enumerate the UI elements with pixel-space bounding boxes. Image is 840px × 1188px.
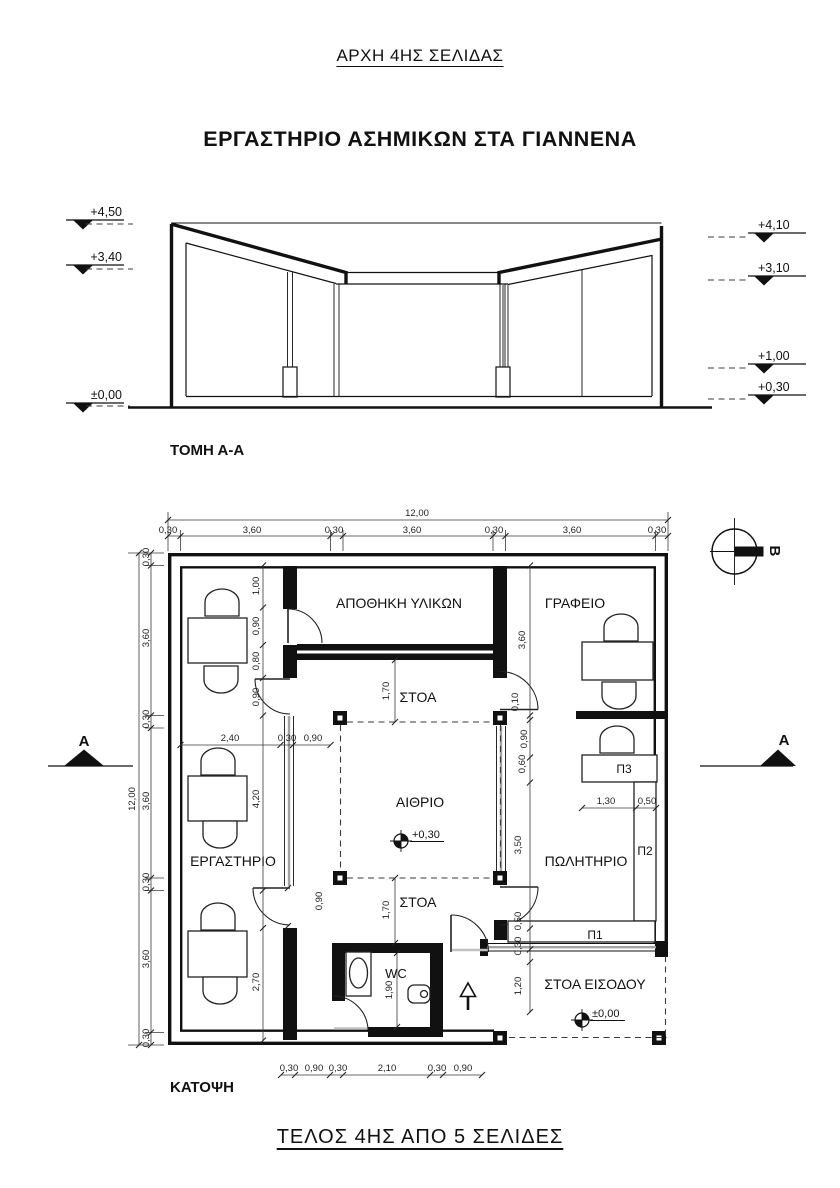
north-symbol [710,518,783,585]
section-right-sill [496,367,510,397]
page-header-text: ΑΡΧΗ 4ΗΣ ΣΕΛΙΔΑΣ [336,46,504,65]
office-desk [582,642,653,680]
level-triangle-icon [73,265,93,275]
chair [204,666,238,693]
section-right-roof [499,239,662,284]
dim-text: 0,30 [141,709,152,729]
level-triangle-icon [754,395,774,405]
dim-text: 1,30 [596,796,616,807]
level-label: ±0,00 [592,1008,620,1020]
dim-text: 0,30 [324,525,344,536]
dim-text: 0,30 [647,525,667,536]
dim-text: 3,60 [141,949,152,969]
dim-text: 3,50 [513,835,524,855]
dim-text: 0,30 [141,547,152,567]
wc-sink [350,958,368,988]
level-label: ±0,00 [90,388,122,402]
level-triangle-icon [73,403,93,413]
dim-text: 0,30 [513,936,524,956]
section-level-markers-left [66,205,133,413]
dim-text: 1,90 [384,980,395,1000]
dim-text: 2,10 [377,1063,397,1074]
section-cut-triangle-icon [64,750,104,767]
dim-text: 3,60 [141,791,152,811]
section-level-markers-right [708,218,806,405]
dim-text: 1,70 [381,681,392,701]
section-cut-label: Α [778,732,790,749]
dim-text: 0,90 [519,729,530,749]
dim-text: 4,20 [251,789,262,809]
dim-text: 0,60 [517,754,528,774]
section-cut-marker-left [48,733,133,766]
dim-text: 0,30 [158,525,178,536]
section-cut-marker-right [700,732,796,766]
chair [205,589,239,616]
dim-text: 0,90 [251,687,262,707]
dim-text: 0,30 [279,1063,299,1074]
dim-text: 1,00 [251,576,262,596]
chair [602,682,636,709]
dim-text: 1,20 [513,976,524,996]
level-label: +3,40 [90,250,122,264]
dim-text: 1,70 [381,900,392,920]
dimension-left-chain [127,548,164,1048]
dimension-top-chain [159,508,671,551]
plan-level-marker-atrium [390,829,444,852]
north-label: Β [766,545,783,557]
dim-text: 0,10 [510,692,521,712]
dim-text: 0,90 [251,616,262,636]
room-label-stoa-top: ΣΤΟΑ [399,689,437,705]
plan-level-marker-entrance [571,1008,625,1031]
dim-text: 0,30 [277,733,297,744]
dim-text: 2,70 [251,972,262,992]
room-label-storage: ΑΠΟΘΗΚΗ ΥΛΙΚΩΝ [336,595,462,611]
dim-text: 3,60 [517,630,528,650]
chair [203,977,237,1004]
chair [201,903,235,930]
room-label-office: ΓΡΑΦΕΙΟ [544,595,606,611]
level-label: +4,50 [90,205,122,219]
chair [600,726,634,753]
floor-plan [48,508,796,1096]
section-cut-label: Α [78,733,90,750]
section-left-roof [171,224,346,284]
dim-text: 0,50 [513,911,524,931]
section-cut-triangle-icon [760,750,796,767]
counter-label-p3: Π3 [616,762,632,776]
level-label: +0,30 [412,829,440,841]
dim-text: 0,30 [328,1063,348,1074]
entrance-stoa-dashed-boundary [509,956,667,1038]
dim-text: 0,50 [637,796,657,807]
level-triangle-icon [754,276,774,286]
dim-text: 0,30 [427,1063,447,1074]
room-label-shop: ΠΩΛΗΤΗΡΙΟ [544,853,628,869]
dim-text: 2,40 [220,733,240,744]
dim-text: 3,60 [562,525,582,536]
room-label-stoa-bottom: ΣΤΟΑ [399,894,437,910]
section-atrium-beam [336,273,508,285]
wc-toilet-flush [421,991,428,998]
dim-text: 3,60 [141,628,152,648]
level-label: +4,10 [758,218,790,232]
dimension-bottom-chain [278,1063,485,1078]
section-column-lines [334,269,582,396]
section-drawing [66,205,806,459]
page-footer-text: ΤΕΛΟΣ 4ΗΣ ΑΠΟ 5 ΣΕΛΙΔΕΣ [276,1126,564,1148]
room-label-wc: WC [385,966,407,981]
dim-text: 0,30 [484,525,504,536]
entry-arrow-icon [461,983,476,1010]
chair [203,821,237,848]
workbench [188,776,247,821]
dim-text: 0,80 [251,651,262,671]
section-left-sill [283,367,297,397]
counter-label-p2: Π2 [637,844,653,858]
level-label: +0,30 [758,380,790,394]
dim-text: 0,90 [304,1063,324,1074]
dim-text: 0,90 [314,891,325,911]
room-label-entrance-stoa: ΣΤΟΑ ΕΙΣΟΔΟΥ [544,976,646,992]
counter-label-p1: Π1 [587,928,603,942]
dim-text: 3,60 [402,525,422,536]
level-triangle-icon [73,220,93,230]
chair [201,748,235,775]
dim-text: 0,30 [141,872,152,892]
room-label-atrium: ΑΙΘΡΙΟ [395,794,445,810]
room-label-workshop: ΕΡΓΑΣΤΗΡΙΟ [190,853,276,869]
workbench [188,931,247,977]
dim-text: 0,90 [303,733,323,744]
section-title: ΤΟΜΗ Α-Α [170,442,245,459]
dim-text: 3,60 [242,525,262,536]
north-bar-icon [735,547,764,557]
dimension-workshop-chain [178,733,334,748]
level-label: +1,00 [758,349,790,363]
page-title: ΕΡΓΑΣΤΗΡΙΟ ΑΣΗΜΙΚΩΝ ΣΤΑ ΓΙΑΝΝΕΝΑ [203,127,637,151]
dim-text: 12,00 [405,508,429,519]
level-label: +3,10 [758,261,790,275]
dim-text: 12,00 [127,787,138,811]
workbench [188,618,247,663]
chair [604,614,638,641]
section-glass-mullions [288,272,506,367]
plan-title: ΚΑΤΟΨΗ [170,1079,234,1096]
level-triangle-icon [754,233,774,243]
dim-text: 0,90 [453,1063,473,1074]
level-triangle-icon [754,364,774,374]
dim-text: 0,30 [141,1028,152,1048]
